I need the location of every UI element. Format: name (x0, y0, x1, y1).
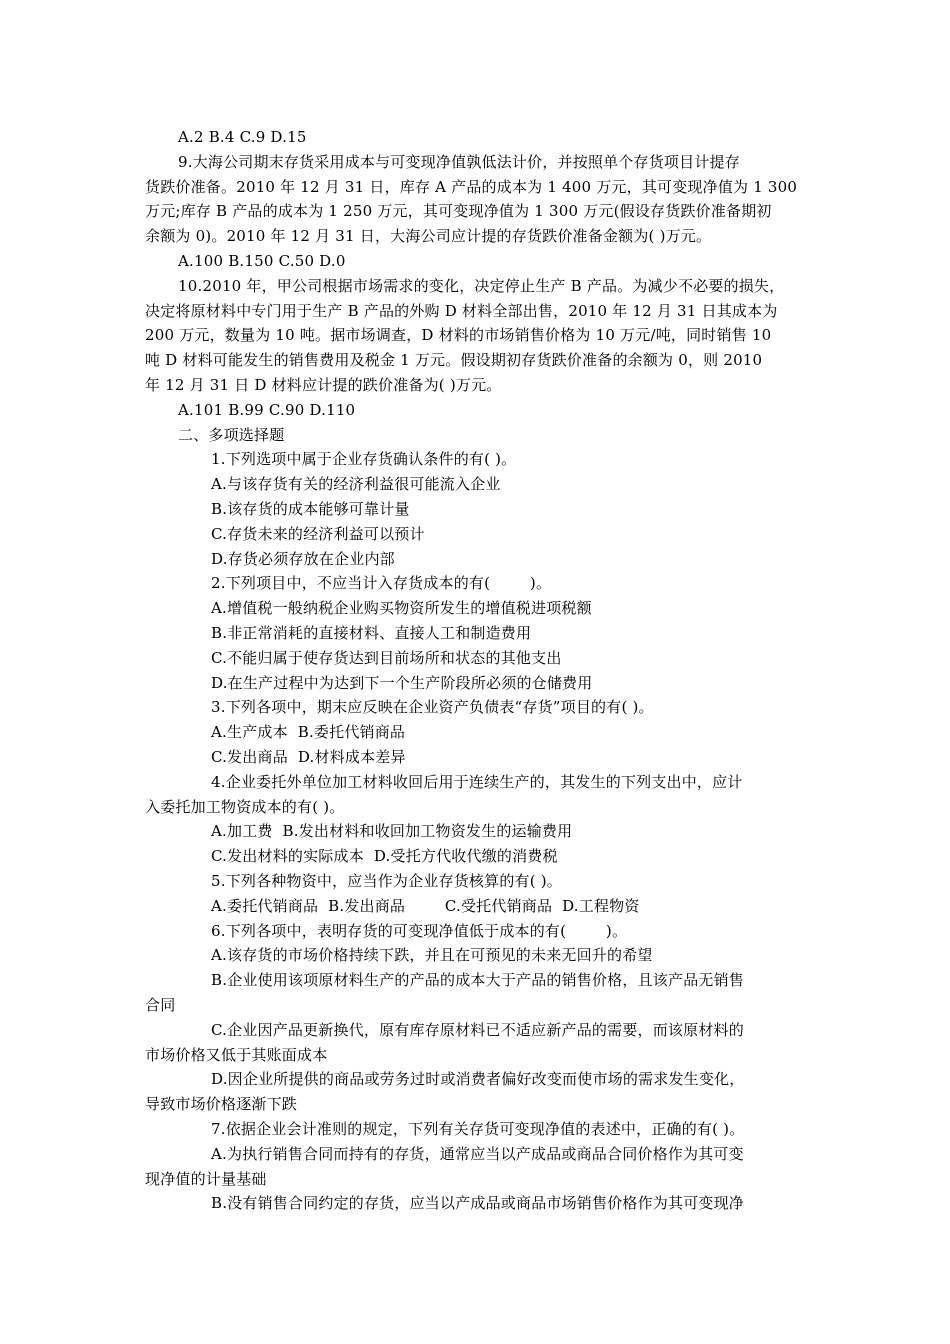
text-line: D.在生产过程中为达到下一个生产阶段所必须的仓储费用 (211, 673, 593, 692)
text-line: B.非正常消耗的直接材料、直接人工和制造费用 (211, 624, 532, 642)
text-line: 4.企业委托外单位加工材料收回后用于连续生产的，其发生的下列支出中，应计 (211, 772, 743, 791)
text-line: C.不能归属于使存货达到目前场所和状态的其他支出 (211, 648, 562, 667)
text-line: 导致市场价格逐渐下跌 (145, 1095, 298, 1114)
text-line: 余额为 0)。2010 年 12 月 31 日，大海公司应计提的存货跌价准备金额为( )万元。 (145, 227, 712, 246)
text-line: A.该存货的市场价格持续下跌，并且在可预见的未来无回升的希望 (211, 946, 653, 965)
text-line: A.为执行销售合同而持有的存货，通常应当以产成品或商品合同价格作为其可变 (211, 1144, 744, 1163)
text-line: 9.大海公司期末存货采用成本与可变现净值孰低法计价，并按照单个存货项目计提存 (178, 152, 740, 171)
text-line: A.委托代销商品 B.发出商品 C.受托代销商品 D.工程物资 (211, 896, 640, 915)
text-line: 现净值的计量基础 (145, 1169, 267, 1188)
text-line: 货跌价准备。2010 年 12 月 31 日，库存 A 产品的成本为 1 400 万元，其可变现净值为 1 300 (145, 177, 798, 196)
text-line: C.企业因产品更新换代，原有库存原材料已不适应新产品的需要，而该原材料的 (211, 1020, 744, 1039)
text-line: C.发出材料的实际成本 D.受托方代收代缴的消费税 (211, 847, 558, 866)
text-line: D.存货必须存放在企业内部 (211, 549, 395, 568)
text-line: 决定将原材料中专门用于生产 B 产品的外购 D 材料全部出售，2010 年 12 月 31 日其成本为 (145, 301, 778, 320)
text-line: 1.下列选项中属于企业存货确认条件的有( )。 (211, 450, 517, 469)
text-line: B.没有销售合同约定的存货，应当以产成品或商品市场销售价格作为其可变现净 (211, 1194, 744, 1213)
text-line: 入委托加工物资成本的有( )。 (145, 797, 345, 816)
text-line: 5.下列各种物资中，应当作为企业存货核算的有( )。 (211, 872, 562, 890)
text-line: 200 万元，数量为 10 吨。据市场调查，D 材料的市场销售价格为 10 万元/吨，同时销售 10 (145, 326, 772, 345)
text-line: A.增值税一般纳税企业购买物资所发生的增值税进项税额 (211, 599, 592, 618)
text-line: 市场价格又低于其账面成本 (145, 1045, 328, 1064)
text-line: C.存货未来的经济利益可以预计 (211, 524, 425, 543)
text-line: 合同 (145, 996, 176, 1014)
text-line: A.101 B.99 C.90 D.110 (178, 400, 356, 419)
text-line: A.2 B.4 C.9 D.15 (178, 128, 307, 146)
text-line: 吨 D 材料可能发生的销售费用及税金 1 万元。假设期初存货跌价准备的余额为 0，则 2010 (145, 351, 763, 370)
text-line: B.企业使用该项原材料生产的产品的成本大于产品的销售价格，且该产品无销售 (211, 971, 744, 990)
text-line: A.与该存货有关的经济利益很可能流入企业 (211, 475, 501, 494)
text-line: 6.下列各项中，表明存货的可变现净值低于成本的有( )。 (211, 921, 628, 940)
text-line: 二、多项选择题 (178, 425, 285, 444)
text-line: 年 12 月 31 日 D 材料应计提的跌价准备为( )万元。 (145, 376, 502, 394)
text-line: 万元;库存 B 产品的成本为 1 250 万元，其可变现净值为 1 300 万元(假设存货跌价准备期初 (145, 202, 772, 221)
text-line: 10.2010 年，甲公司根据市场需求的变化，决定停止生产 B 产品。为减少不必要的损失， (178, 276, 785, 295)
text-line: B.该存货的成本能够可靠计量 (211, 500, 410, 518)
text-line: 7.依据企业会计准则的规定，下列有关存货可变现净值的表述中，正确的有( )。 (211, 1120, 745, 1138)
text-line: 3.下列各项中，期末应反映在企业资产负债表“存货”项目的有( )。 (211, 698, 654, 717)
text-line: A.100 B.150 C.50 D.0 (178, 252, 346, 270)
text-line: 2.下列项目中，不应当计入存货成本的有( )。 (211, 574, 552, 593)
text-line: D.因企业所提供的商品或劳务过时或消费者偏好改变而使市场的需求发生变化， (211, 1070, 745, 1089)
text-line: C.发出商品 D.材料成本差异 (211, 748, 406, 766)
text-line: A.生产成本 B.委托代销商品 (211, 723, 406, 742)
text-line: A.加工费 B.发出材料和收回加工物资发生的运输费用 (211, 822, 573, 841)
